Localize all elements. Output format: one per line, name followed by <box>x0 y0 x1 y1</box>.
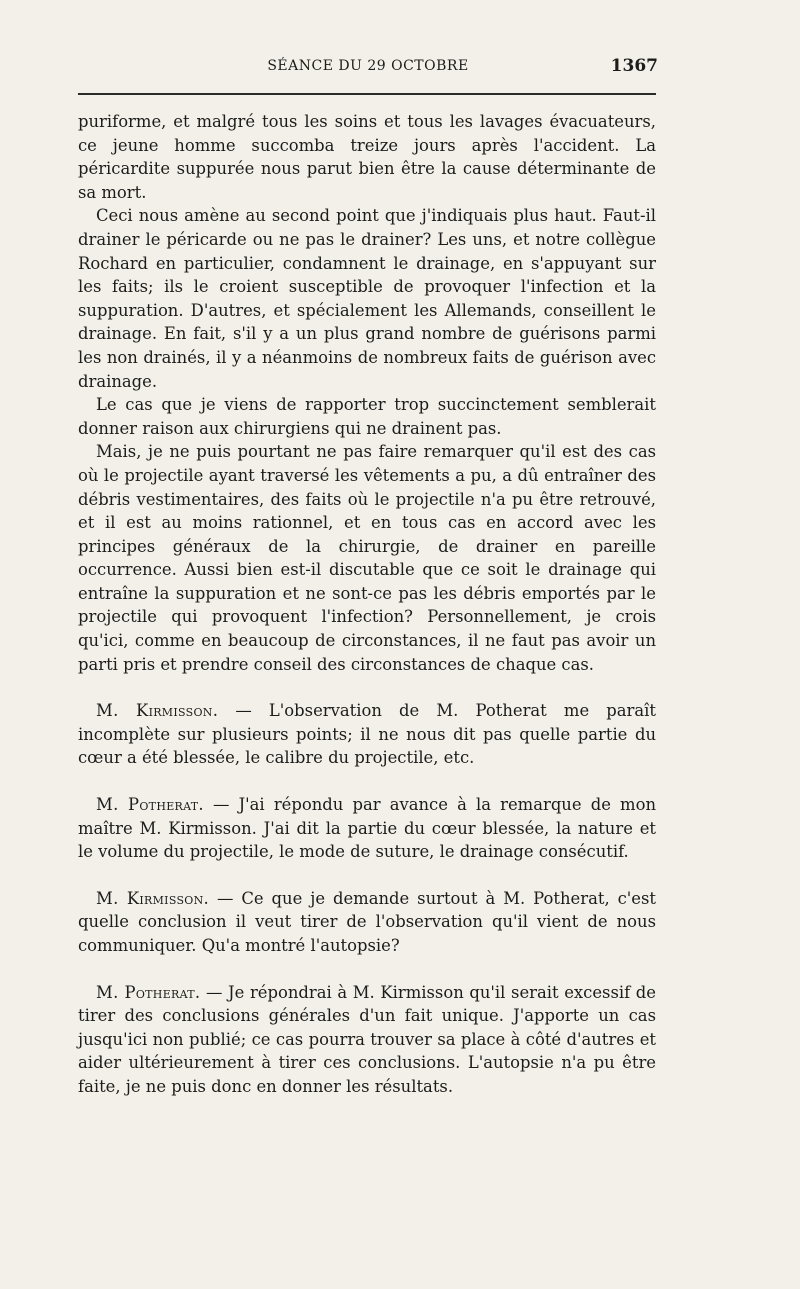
speech-text: — Ce que je demande surtout à M. Potherat, c'est quelle conclusion il veut tirer de l'observation qu'il vient de nous communiquer. Qu'a montré l'autopsie? <box>78 888 656 955</box>
speech-text: — L'observation de M. Potherat me paraît incomplète sur plusieurs points; il ne nous dit pas quelle partie du cœur a été blessée, le calibre du projectile, etc. <box>78 701 656 768</box>
paragraph: Mais, je ne puis pourtant ne pas faire remarquer qu'il est des cas où le projectile ayant traversé les vêtements a pu, a dû entraîner des débris vestimentaires, des faits où le projectile n'a pu être retrouvé, et il est au moins rationnel, et en tous cas en accord avec les principes généraux de la chirurgie, de drainer en pareille occurrence. Aussi bien est-il discutable que ce soit le drainage qui entraîne la suppuration et ne sont-ce pas les débris emportés par le projectile qui provoquent l'infection? Personnellement, je crois qu'ici, comme en beaucoup de circonstances, il ne faut pas avoir un parti pris et prendre conseil des circonstances de chaque cas. <box>78 442 656 674</box>
speaker-name: M. Kirmisson. <box>96 701 219 721</box>
header-rule <box>78 93 656 95</box>
speech-text: — Je répondrai à M. Kirmisson qu'il serait excessif de tirer des conclusions générales d'un fait unique. J'apporte un cas jusqu'ici non publié; ce cas pourra trouver sa place à côté d'autres et aider ultérieurement à tirer ces conclusions. L'autopsie n'a pu être faite, je ne puis donc en donner les résultats. <box>78 982 656 1096</box>
speaker-name: M. Potherat. <box>96 795 204 815</box>
exchange-potherat-2 <box>78 981 656 1099</box>
speech-text: — J'ai répondu par avance à la remarque de mon maître M. Kirmisson. J'ai dit la partie du cœur blessée, la nature et le volume du projectile, le mode de suture, le drainage consécutif. <box>78 795 656 862</box>
page-body <box>78 110 656 1099</box>
paragraph: Ceci nous amène au second point que j'indiquais plus haut. Faut-il drainer le péricarde ou ne pas le drainer? Les uns, et notre collègue Rochard en particulier, condamnent le drainage, en s'appuyant sur les faits; ils le croient susceptible de provoquer l'infection et la suppuration. D'autres, et spécialement les Allemands, conseillent le drainage. En fait, s'il y a un plus grand nombre de guérisons parmi les non drainés, il y a néanmoins de nombreux faits de guérison avec drainage. <box>78 206 656 391</box>
page-header <box>78 56 658 80</box>
paragraph: Le cas que je viens de rapporter trop succinctement semblerait donner raison aux chirurgiens qui ne drainent pas. <box>78 395 656 438</box>
paragraph-continued: puriforme, et malgré tous les soins et tous les lavages évacuateurs, ce jeune homme succomba treize jours après l'accident. La péricardite suppurée nous parut bien être la cause déterminante de sa mort. <box>78 112 656 202</box>
page-number: 1367 <box>610 56 658 76</box>
exchange-kirmisson-2 <box>78 887 656 958</box>
exchange-potherat-1 <box>78 793 656 864</box>
speaker-name: M. Potherat. <box>96 982 201 1002</box>
running-title: SÉANCE DU 29 OCTOBRE <box>267 58 469 74</box>
speaker-name: M. Kirmisson. <box>96 888 210 908</box>
exchange-kirmisson-1 <box>78 699 656 770</box>
